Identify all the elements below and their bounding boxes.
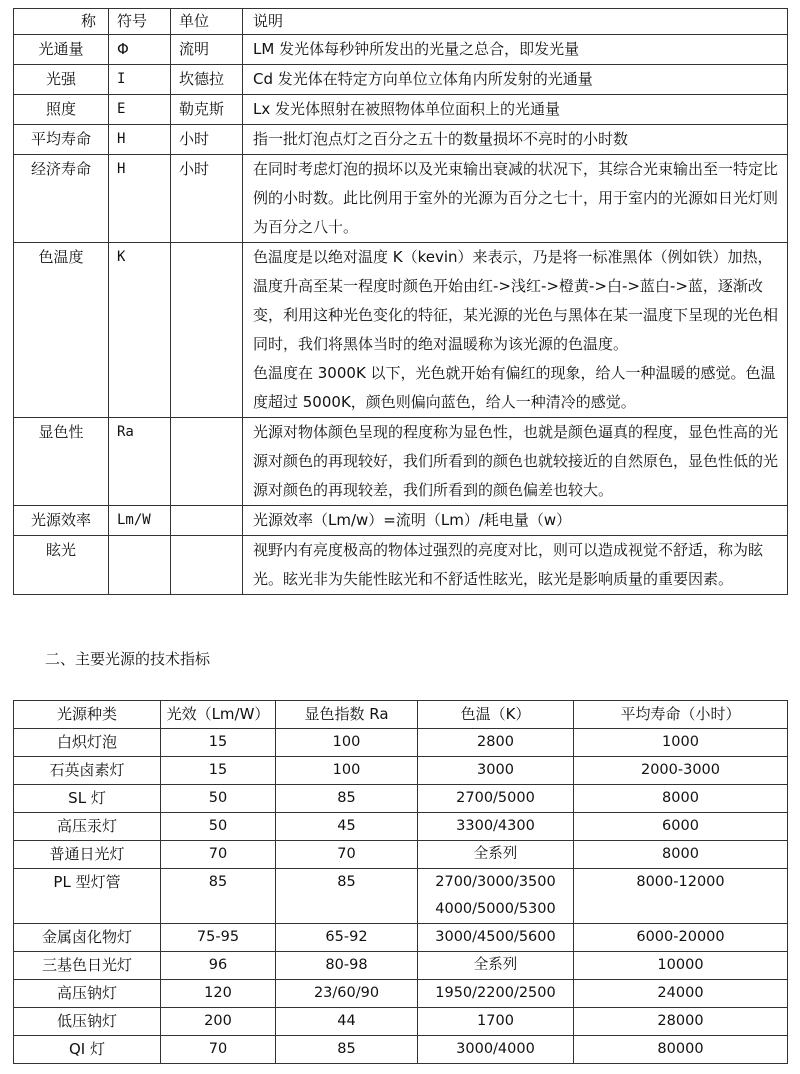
table-row: [14, 95, 788, 125]
term-unit: 流明: [171, 35, 243, 65]
color-temperature: [418, 785, 574, 813]
table-header-row: [14, 9, 788, 35]
average-life: [574, 785, 788, 813]
term-name: 光通量: [14, 35, 109, 65]
cell-line: 75-95: [196, 929, 240, 945]
table-header-row: [14, 701, 788, 729]
cell-line: 2000-3000: [640, 762, 721, 778]
color-temperature: [418, 729, 574, 757]
light-source-specs-table: [13, 700, 788, 1064]
cell-line: 3000/4000: [456, 1041, 535, 1057]
cell-line: 3300/4300: [456, 818, 535, 834]
cell-line: 85: [208, 874, 228, 890]
term-symbol: Lm/W: [109, 506, 171, 536]
description-paragraph: Cd 发光体在特定方向单位立体角内所发射的光通量: [253, 70, 593, 88]
cell-line: 24000: [657, 985, 704, 1001]
table-row: [14, 785, 788, 813]
term-description: [243, 506, 788, 536]
description-paragraph: 色温度在 3000K 以下，光色就开始有偏红的现象，给人一种温暖的感觉。色温度超过 5000K，颜色则偏向蓝色，给人一种清冷的感觉。: [253, 364, 776, 411]
table-row: [14, 952, 788, 980]
source-type: [14, 980, 161, 1008]
cri: [276, 841, 418, 869]
cell-line: 70: [337, 846, 356, 862]
term-description: [243, 65, 788, 95]
column-header: 显色指数 Ra: [276, 701, 418, 729]
term-description: [243, 243, 788, 418]
cell-line: 石英卤素灯: [49, 761, 125, 779]
source-type: [14, 841, 161, 869]
term-name: 显色性: [14, 418, 109, 506]
color-temperature: [418, 952, 574, 980]
term-name: 照度: [14, 95, 109, 125]
table-row: [14, 536, 788, 595]
term-unit: [171, 418, 243, 506]
column-header: 光效（Lm/W）: [161, 701, 276, 729]
table-row: [14, 980, 788, 1008]
cell-line: 85: [337, 790, 356, 806]
cell-line: 23/60/90: [313, 985, 380, 1001]
cell-line: 3000/4500/5600: [435, 929, 556, 945]
description-paragraph: 色温度是以绝对温度 K（kevin）来表示，乃是将一标准黑体（例如铁）加热，温度升高至某一程度时颜色开始由红->浅红->橙黄->白->蓝白->蓝，逐渐改变，利用这种光色变化的特征，某光源的光色与黑体在某一温度下呈现的光色相同时，我们将黑体当时的绝对温暖称为该光源的色温度。: [253, 248, 779, 353]
cell-line: SL 灯: [68, 789, 106, 807]
source-type: [14, 729, 161, 757]
efficacy: [161, 785, 276, 813]
term-name: 光源效率: [14, 506, 109, 536]
cell-line: 200: [204, 1013, 232, 1029]
term-symbol: H: [109, 125, 171, 155]
cell-line: 120: [204, 985, 232, 1001]
cell-line: 44: [337, 1013, 356, 1029]
cri: [276, 785, 418, 813]
cri: [276, 1008, 418, 1036]
table-row: [14, 243, 788, 418]
column-header: 称: [14, 9, 109, 35]
term-description: [243, 125, 788, 155]
cell-line: 10000: [657, 957, 704, 973]
cell-line: 4000/5000/5300: [435, 901, 556, 917]
source-type: [14, 952, 161, 980]
color-temperature: [418, 813, 574, 841]
efficacy: [161, 1008, 276, 1036]
average-life: [574, 869, 788, 924]
cell-line: 15: [208, 734, 228, 750]
cri: [276, 1036, 418, 1064]
term-unit: [171, 536, 243, 595]
cell-line: 100: [332, 734, 361, 750]
cell-line: 100: [332, 762, 361, 778]
cri: [276, 952, 418, 980]
efficacy: [161, 924, 276, 952]
table-row: [14, 813, 788, 841]
cell-line: 三基色日光灯: [41, 956, 132, 974]
source-type: [14, 757, 161, 785]
efficacy: [161, 869, 276, 924]
cell-line: 2800: [477, 734, 514, 750]
cell-line: 70: [208, 1041, 228, 1057]
color-temperature: [418, 841, 574, 869]
cell-line: 65-92: [325, 929, 368, 945]
source-type: [14, 924, 161, 952]
cell-line: 全系列: [473, 846, 518, 862]
efficacy: [161, 980, 276, 1008]
cell-line: 85: [337, 1041, 356, 1057]
cell-line: 28000: [657, 1013, 704, 1029]
table-row: [14, 757, 788, 785]
average-life: [574, 952, 788, 980]
term-name: 色温度: [14, 243, 109, 418]
color-temperature: [418, 869, 574, 924]
cell-line: 70: [208, 846, 228, 862]
light-terms-table: [13, 8, 788, 595]
term-description: [243, 95, 788, 125]
description-paragraph: 光源效率（Lm/w）=流明（Lm）/耗电量（w）: [253, 511, 572, 529]
cell-line: 6000: [662, 818, 699, 834]
average-life: [574, 729, 788, 757]
cri: [276, 757, 418, 785]
cell-line: 50: [208, 818, 228, 834]
cell-line: 全系列: [473, 957, 518, 973]
term-symbol: [109, 536, 171, 595]
column-header: 色温（K）: [418, 701, 574, 729]
cri: [276, 980, 418, 1008]
table-row: [14, 65, 788, 95]
cell-line: 50: [208, 790, 228, 806]
term-unit: 小时: [171, 125, 243, 155]
cell-line: 1950/2200/2500: [435, 985, 556, 1001]
color-temperature: [418, 757, 574, 785]
table-row: [14, 1036, 788, 1064]
table-row: [14, 924, 788, 952]
source-type: [14, 785, 161, 813]
efficacy: [161, 757, 276, 785]
table-row: [14, 418, 788, 506]
table-row: [14, 155, 788, 243]
color-temperature: [418, 980, 574, 1008]
source-type: [14, 869, 161, 924]
cell-line: 白炽灯泡: [56, 733, 117, 751]
cell-line: 高压钠灯: [56, 984, 117, 1002]
efficacy: [161, 729, 276, 757]
average-life: [574, 1008, 788, 1036]
description-paragraph: 视野内有亮度极高的物体过强烈的亮度对比，则可以造成视觉不舒适，称为眩光。眩光非为失能性眩光和不舒适性眩光，眩光是影响质量的重要因素。: [253, 541, 764, 588]
column-header: 单位: [171, 9, 243, 35]
term-description: [243, 418, 788, 506]
term-unit: [171, 506, 243, 536]
cell-line: PL 型灯管: [53, 873, 121, 891]
average-life: [574, 841, 788, 869]
source-type: [14, 1008, 161, 1036]
table-row: [14, 869, 788, 924]
cell-line: 45: [337, 818, 356, 834]
cell-line: 2700/3000/3500: [435, 874, 556, 890]
average-life: [574, 1036, 788, 1064]
term-unit: 坎德拉: [171, 65, 243, 95]
cell-line: 8000: [662, 790, 699, 806]
term-unit: 勒克斯: [171, 95, 243, 125]
term-symbol: H: [109, 155, 171, 243]
cell-line: 1000: [662, 734, 699, 750]
description-paragraph: 在同时考虑灯泡的损坏以及光束输出衰减的状况下，其综合光束输出至一特定比例的小时数。此比例用于室外的光源为百分之七十，用于室内的光源如日光灯则为百分之八十。: [253, 160, 779, 236]
term-symbol: E: [109, 95, 171, 125]
average-life: [574, 924, 788, 952]
cell-line: 低压钠灯: [56, 1012, 117, 1030]
cell-line: 1700: [477, 1013, 514, 1029]
table-row: [14, 1008, 788, 1036]
cell-line: 80000: [657, 1041, 704, 1057]
cell-line: 15: [208, 762, 228, 778]
cell-line: 高压汞灯: [56, 817, 117, 835]
cri: [276, 729, 418, 757]
term-description: [243, 536, 788, 595]
efficacy: [161, 952, 276, 980]
cell-line: 96: [208, 957, 228, 973]
table-row: [14, 35, 788, 65]
description-paragraph: 指一批灯泡点灯之百分之五十的数量损坏不亮时的小时数: [253, 130, 629, 148]
term-symbol: Ra: [109, 418, 171, 506]
cell-line: QI 灯: [69, 1040, 105, 1058]
term-description: [243, 35, 788, 65]
table-row: [14, 841, 788, 869]
column-header: 光源种类: [14, 701, 161, 729]
term-description: [243, 155, 788, 243]
cri: [276, 869, 418, 924]
efficacy: [161, 1036, 276, 1064]
term-symbol: K: [109, 243, 171, 418]
color-temperature: [418, 1008, 574, 1036]
efficacy: [161, 813, 276, 841]
term-name: 经济寿命: [14, 155, 109, 243]
term-unit: 小时: [171, 155, 243, 243]
table-row: [14, 506, 788, 536]
cell-line: 6000-20000: [636, 929, 725, 945]
description-paragraph: 光源对物体颜色呈现的程度称为显色性，也就是颜色逼真的程度，显色性高的光源对颜色的再现较好，我们所看到的颜色也就较接近的自然原色，显色性低的光源对颜色的再现较差，我们所看到的颜色偏差也较大。: [253, 423, 779, 499]
cri: [276, 813, 418, 841]
table-row: [14, 729, 788, 757]
table-row: [14, 125, 788, 155]
term-name: 光强: [14, 65, 109, 95]
term-name: 平均寿命: [14, 125, 109, 155]
cell-line: 2700/5000: [456, 790, 535, 806]
color-temperature: [418, 1036, 574, 1064]
term-symbol: I: [109, 65, 171, 95]
cell-line: 8000: [662, 846, 699, 862]
term-symbol: Φ: [109, 35, 171, 65]
description-paragraph: LM 发光体每秒钟所发出的光量之总合，即发光量: [253, 40, 580, 58]
term-unit: [171, 243, 243, 418]
efficacy: [161, 841, 276, 869]
column-header: 符号: [109, 9, 171, 35]
cell-line: 80-98: [325, 957, 368, 973]
average-life: [574, 757, 788, 785]
column-header: 说明: [243, 9, 788, 35]
cell-line: 3000: [477, 762, 514, 778]
description-paragraph: Lx 发光体照射在被照物体单位面积上的光通量: [253, 100, 561, 118]
cri: [276, 924, 418, 952]
term-name: 眩光: [14, 536, 109, 595]
average-life: [574, 980, 788, 1008]
source-type: [14, 813, 161, 841]
cell-line: 普通日光灯: [49, 845, 125, 863]
average-life: [574, 813, 788, 841]
section-heading: 二、主要光源的技术指标: [45, 650, 211, 668]
column-header: 平均寿命（小时）: [574, 701, 788, 729]
source-type: [14, 1036, 161, 1064]
color-temperature: [418, 924, 574, 952]
cell-line: 8000-12000: [636, 874, 725, 890]
cell-line: 85: [337, 874, 356, 890]
cell-line: 金属卤化物灯: [41, 928, 132, 946]
